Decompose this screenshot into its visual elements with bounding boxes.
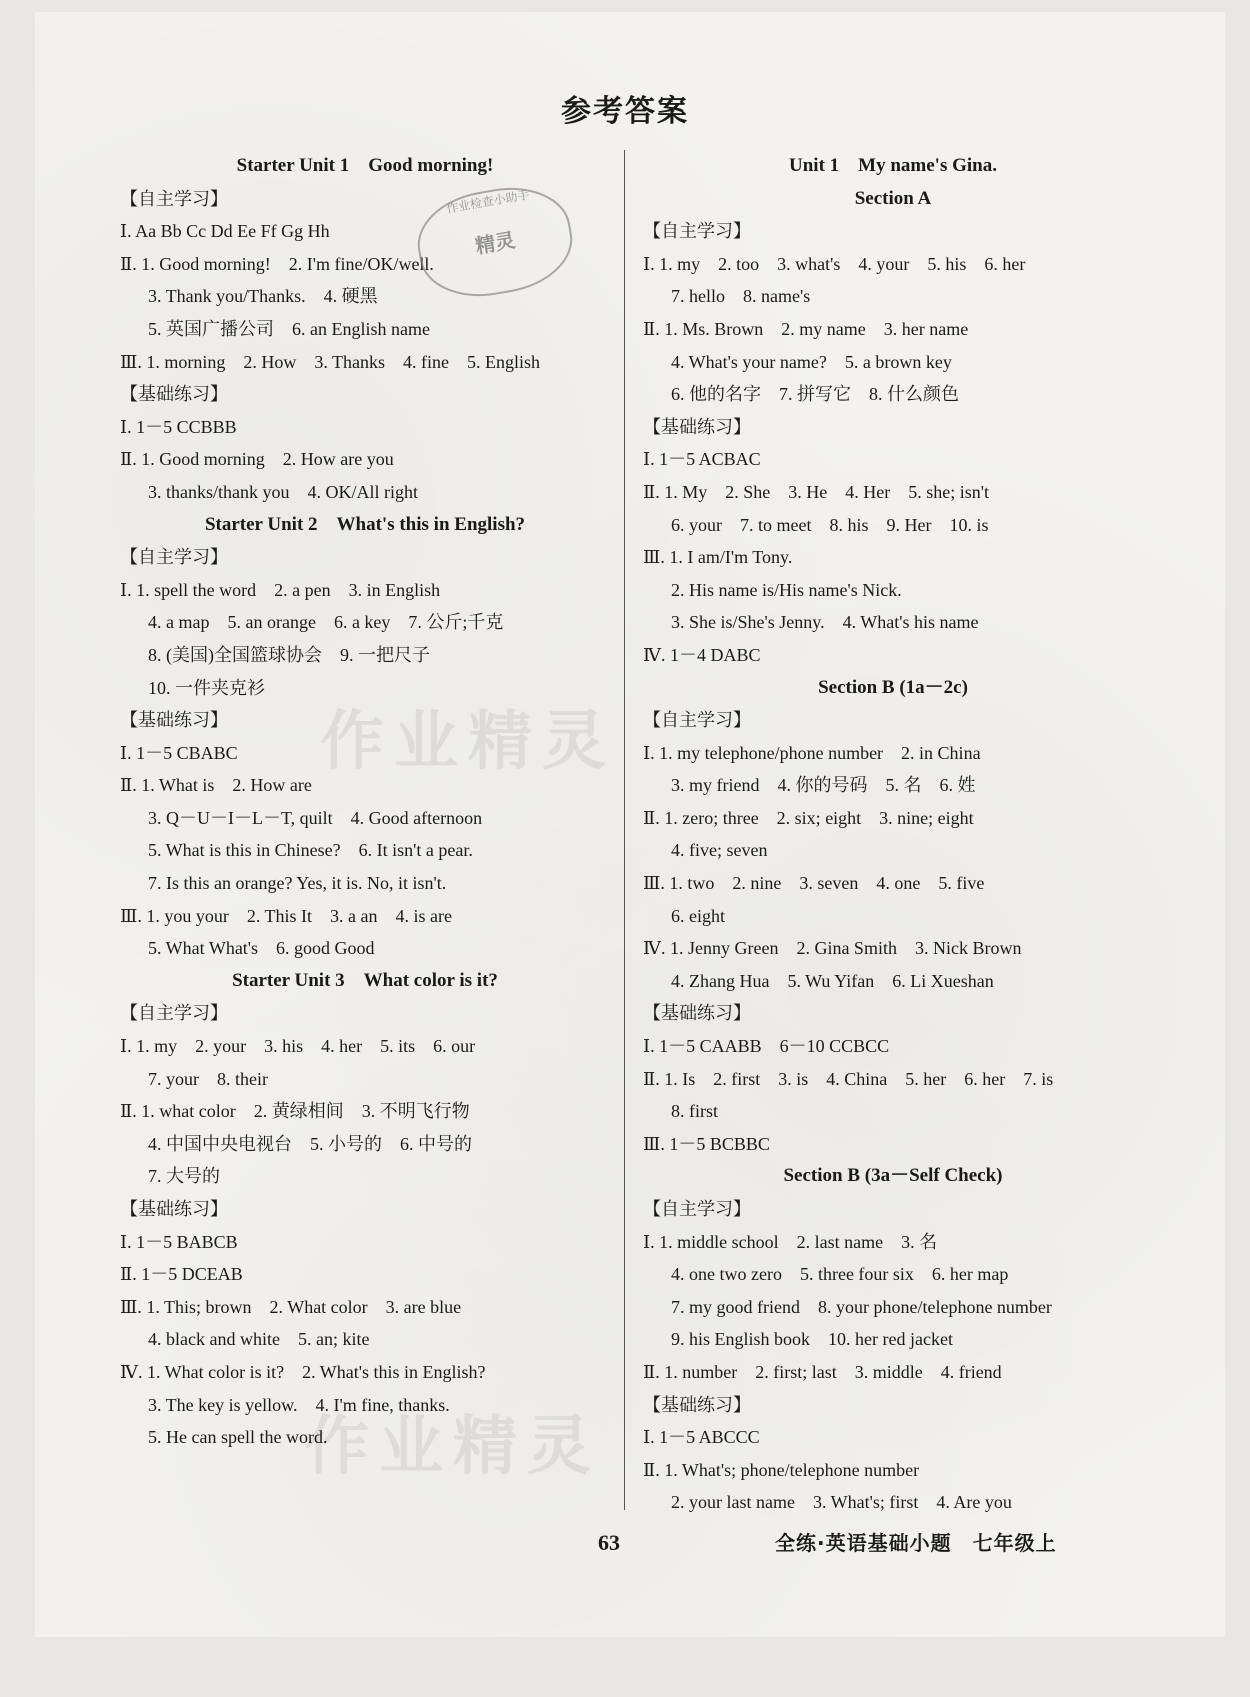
answer-line: Ⅱ. 1. What is 2. How are <box>120 775 312 796</box>
answer-line: Ⅱ. 1－5 DCEAB <box>120 1264 243 1285</box>
answer-line: Ⅳ. 1. What color is it? 2. What's this in English? <box>120 1361 486 1382</box>
section-heading: Unit 1 My name's Gina. <box>789 155 997 176</box>
watermark: 作业精灵 <box>320 705 616 779</box>
answer-line: 【基础练习】 <box>120 1199 228 1219</box>
answer-line: 7. 大号的 <box>148 1166 220 1187</box>
answer-line: 【自主学习】 <box>643 710 751 731</box>
answer-line: Ⅳ. 1－4 DABC <box>643 644 761 665</box>
answer-line: 3. The key is yellow. 4. I'm fine, thanks. <box>148 1394 450 1415</box>
answer-line: 6. your 7. to meet 8. his 9. Her 10. is <box>671 514 989 535</box>
answer-line: 4. Zhang Hua 5. Wu Yifan 6. Li Xueshan <box>671 970 994 991</box>
answer-line: 【基础练习】 <box>643 1003 751 1024</box>
answer-line: Ⅰ. 1－5 CAABB 6－10 CCBCC <box>643 1036 890 1057</box>
left-column <box>120 150 610 1454</box>
answer-line: Ⅳ. 1. Jenny Green 2. Gina Smith 3. Nick Brown <box>643 938 1022 959</box>
answer-line: 3. She is/She's Jenny. 4. What's his name <box>671 612 979 633</box>
answer-line: 3. thanks/thank you 4. OK/All right <box>148 481 418 502</box>
answer-line: 【自主学习】 <box>643 1199 751 1219</box>
answer-line: Ⅱ. 1. Good morning 2. How are you <box>120 449 394 470</box>
answer-line: Ⅰ. 1. middle school 2. last name 3. 名 <box>643 1231 938 1252</box>
page-title: 参考答案 <box>561 94 689 129</box>
answer-line: 5. 英国广播公司 6. an English name <box>148 318 430 339</box>
answer-line: 7. Is this an orange? Yes, it is. No, it isn't. <box>148 873 447 894</box>
answer-line: Ⅲ. 1. This; brown 2. What color 3. are blue <box>120 1296 462 1317</box>
answer-line: Ⅰ. 1－5 ACBAC <box>643 449 761 470</box>
watermark-bottom: 作业精灵 <box>305 1410 601 1484</box>
right-column <box>643 150 1143 1519</box>
answer-line: 2. His name is/His name's Nick. <box>671 579 902 600</box>
answer-line: Ⅱ. 1. What's; phone/telephone number <box>643 1459 920 1480</box>
answer-line: 3. Q－U－I－L－T, quilt 4. Good afternoon <box>148 807 483 828</box>
answer-line: 9. his English book 10. her red jacket <box>671 1329 953 1350</box>
answer-line: 7. your 8. their <box>148 1068 268 1089</box>
answer-line: Ⅱ. 1. Is 2. first 3. is 4. China 5. her 6. her 7. is <box>643 1068 1054 1089</box>
answer-line: 【基础练习】 <box>120 384 228 405</box>
answer-line: 10. 一件夹克衫 <box>148 677 265 698</box>
answer-line: 3. Thank you/Thanks. 4. 硬黑 <box>148 286 378 307</box>
answer-line: 【自主学习】 <box>643 221 751 242</box>
answer-line: Ⅰ. Aa Bb Cc Dd Ee Ff Gg Hh <box>120 221 330 242</box>
answer-line: Ⅱ. 1. zero; three 2. six; eight 3. nine; eight <box>643 807 974 828</box>
book-title: 全练·英语基础小题 七年级上 <box>775 1531 1057 1555</box>
answer-line: Ⅰ. 1－5 CBABC <box>120 742 238 763</box>
answer-line: Ⅰ. 1. my 2. your 3. his 4. her 5. its 6. our <box>120 1036 476 1057</box>
answer-line: 7. hello 8. name's <box>671 286 811 307</box>
answer-line: Ⅰ. 1－5 BABCB <box>120 1231 238 1252</box>
answer-line: 5. He can spell the word. <box>148 1427 328 1448</box>
section-heading: Section B (1a－2c) <box>818 676 968 698</box>
answer-line: 6. 他的名字 7. 拼写它 8. 什么颜色 <box>671 384 959 405</box>
answer-line: 【自主学习】 <box>120 547 228 568</box>
answer-line: Ⅰ. 1－5 ABCCC <box>643 1427 760 1448</box>
answer-line: Ⅲ. 1. two 2. nine 3. seven 4. one 5. five <box>643 873 985 894</box>
answer-line: Ⅱ. 1. My 2. She 3. He 4. Her 5. she; isn't <box>643 481 989 502</box>
answer-line: Ⅰ. 1. my telephone/phone number 2. in China <box>643 742 981 763</box>
answer-line: 4. five; seven <box>671 840 768 861</box>
answer-line: 4. What's your name? 5. a brown key <box>671 351 952 372</box>
answer-line: Ⅱ. 1. Good morning! 2. I'm fine/OK/well. <box>120 253 434 274</box>
answer-line: 7. my good friend 8. your phone/telephone number <box>671 1296 1052 1317</box>
page-number: 63 <box>598 1530 620 1555</box>
answer-line: 2. your last name 3. What's; first 4. Are you <box>671 1492 1012 1513</box>
answer-line: 4. black and white 5. an; kite <box>148 1329 370 1350</box>
section-heading: Starter Unit 2 What's this in English? <box>204 513 526 535</box>
answer-line: 5. What is this in Chinese? 6. It isn't a pear. <box>148 840 473 861</box>
section-heading: Starter Unit 1 Good morning! <box>236 155 494 176</box>
answer-line: Ⅱ. 1. number 2. first; last 3. middle 4. friend <box>643 1361 1002 1382</box>
stamp-caption: 作业检查小助手 <box>445 187 531 216</box>
answer-line: 8. (美国)全国篮球协会 9. 一把尺子 <box>148 644 430 665</box>
answer-line: 【自主学习】 <box>120 188 228 209</box>
answer-line: Ⅰ. 1. spell the word 2. a pen 3. in English <box>120 579 441 600</box>
answer-line: Ⅰ. 1. my 2. too 3. what's 4. your 5. his 6. her <box>643 253 1026 274</box>
answer-line: 8. first <box>671 1101 718 1122</box>
answer-line: Ⅱ. 1. Ms. Brown 2. my name 3. her name <box>643 318 969 339</box>
answer-line: Ⅲ. 1. I am/I'm Tony. <box>643 547 793 568</box>
answer-line: 【自主学习】 <box>120 1003 228 1024</box>
answer-line: 4. one two zero 5. three four six 6. her map <box>671 1264 1009 1285</box>
answer-line: Ⅲ. 1－5 BCBBC <box>643 1133 770 1154</box>
column-divider <box>624 150 625 1510</box>
answer-line: Ⅰ. 1－5 CCBBB <box>120 416 237 437</box>
answer-line: 3. my friend 4. 你的号码 5. 名 6. 姓 <box>671 775 976 796</box>
section-heading: Starter Unit 3 What color is it? <box>232 969 498 991</box>
answer-line: Ⅲ. 1. morning 2. How 3. Thanks 4. fine 5. English <box>120 351 541 372</box>
stamp-text: 精灵 <box>473 227 517 259</box>
answer-line: 6. eight <box>671 905 725 926</box>
section-heading: Section A <box>854 187 932 209</box>
answer-line: Ⅱ. 1. what color 2. 黄绿相间 3. 不明飞行物 <box>120 1101 470 1122</box>
answer-line: 4. a map 5. an orange 6. a key 7. 公斤;千克 <box>148 612 504 633</box>
answer-line: 5. What What's 6. good Good <box>148 938 375 959</box>
answer-line: Ⅲ. 1. you your 2. This It 3. a an 4. is are <box>120 905 452 926</box>
answer-line: 【基础练习】 <box>643 1394 751 1415</box>
answer-line: 【基础练习】 <box>643 416 751 437</box>
answer-line: 4. 中国中央电视台 5. 小号的 6. 中号的 <box>148 1133 472 1154</box>
answer-line: 【基础练习】 <box>120 710 228 731</box>
section-heading: Section B (3a－Self Check) <box>783 1165 1003 1187</box>
